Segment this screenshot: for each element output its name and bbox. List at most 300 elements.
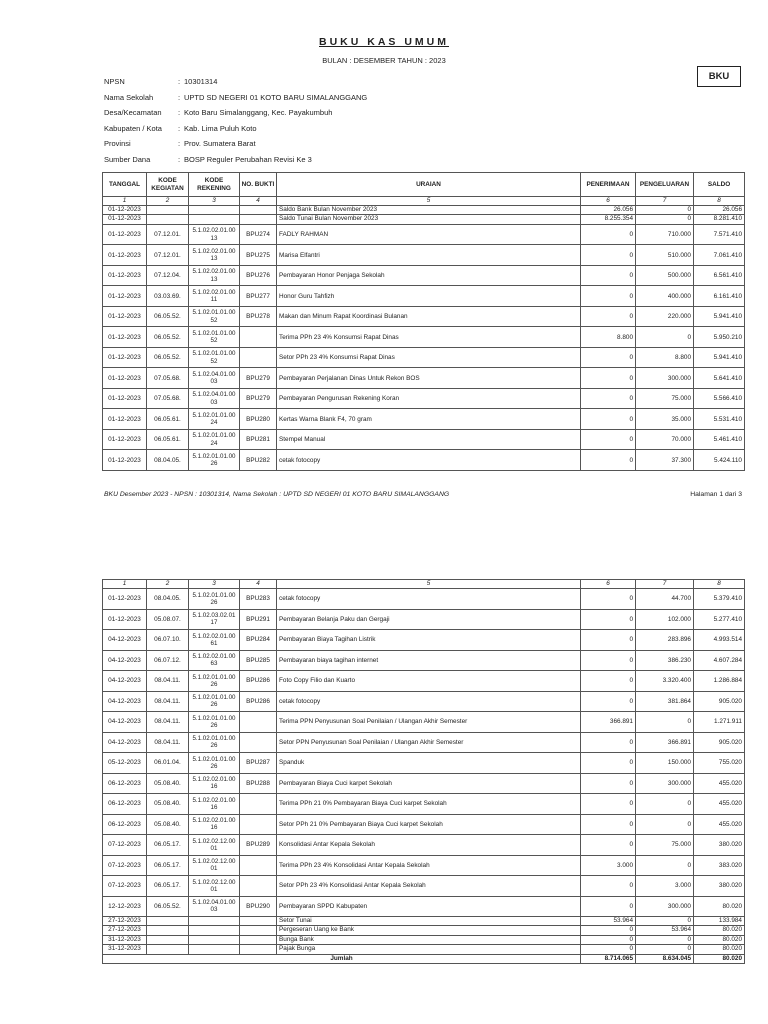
bku-badge: BKU [697,66,741,87]
total-row [103,954,745,963]
date-cell: 01-12-2023 [103,347,147,368]
activity-code-cell: 07.05.68. [147,388,189,409]
description-cell: Pembayaran Pengurusan Rekening Koran [277,388,581,409]
column-index: 6 [581,197,636,206]
ledger-table-page-1 [102,172,745,471]
expense-amount-cell: 70.000 [636,429,694,450]
receipt-number-cell [240,327,277,348]
date-cell: 27-12-2023 [103,926,147,935]
date-cell: 06-12-2023 [103,773,147,794]
expense-amount-cell: 150.000 [636,753,694,774]
account-code-cell: 5.1.02.01.01.00 26 [189,691,240,712]
description-cell: Setor PPN Penyusunan Soal Penilaian / Ulangan Akhir Semester [277,732,581,753]
receipt-number-cell: BPU290 [240,896,277,917]
activity-code-cell: 08.04.11. [147,691,189,712]
expense-amount-cell: 0 [636,327,694,348]
balance-cell: 380.020 [694,835,745,856]
receipt-number-cell [240,206,277,215]
account-code-cell [189,935,240,944]
receipt-amount-cell: 0 [581,926,636,935]
date-cell: 31-12-2023 [103,935,147,944]
account-code-cell: 5.1.02.01.01.00 26 [189,450,240,471]
table-row [103,429,745,450]
info-separator: : [178,108,181,118]
description-cell: Setor PPh 23 4% Konsumsi Rapat Dinas [277,347,581,368]
description-cell: Setor Tunai [277,917,581,926]
activity-code-cell [147,926,189,935]
balance-cell: 80.020 [694,926,745,935]
balance-cell: 5.941.410 [694,347,745,368]
table-row [103,835,745,856]
column-index: 3 [189,197,240,206]
receipt-number-cell [240,347,277,368]
receipt-amount-cell: 0 [581,450,636,471]
description-cell: Pergeseran Uang ke Bank [277,926,581,935]
page-footer-note: BKU Desember 2023 - NPSN : 10301314, Nama Sekolah : UPTD SD NEGERI 01 KOTO BARU SIMALANGGANG [104,491,450,498]
balance-cell: 7.061.410 [694,245,745,266]
table-row [103,814,745,835]
expense-amount-cell: 0 [636,855,694,876]
account-code-cell [189,926,240,935]
receipt-amount-cell: 0 [581,650,636,671]
activity-code-cell: 06.05.17. [147,876,189,897]
balance-cell: 5.641.410 [694,368,745,389]
info-value: Prov. Sumatera Barat [184,139,256,149]
column-index: 6 [581,580,636,589]
expense-amount-cell: 366.891 [636,732,694,753]
column-header: KODE KEGIATAN [147,173,189,197]
total-label: Jumlah [103,954,581,963]
activity-code-cell: 07.12.01. [147,224,189,245]
account-code-cell: 5.1.02.02.01.00 13 [189,224,240,245]
column-index: 8 [694,580,745,589]
ledger-table-page-2 [102,579,745,964]
expense-amount-cell: 3.000 [636,876,694,897]
account-code-cell: 5.1.02.03.02.01 17 [189,609,240,630]
receipt-amount-cell: 366.891 [581,712,636,733]
balance-cell: 5.531.410 [694,409,745,430]
account-code-cell: 5.1.02.01.01.00 24 [189,429,240,450]
receipt-number-cell: BPU279 [240,368,277,389]
balance-cell: 755.020 [694,753,745,774]
receipt-number-cell [240,935,277,944]
description-cell: Saldo Tunai Bulan November 2023 [277,215,581,224]
expense-amount-cell: 300.000 [636,773,694,794]
column-index: 2 [147,197,189,206]
balance-cell: 1.286.884 [694,671,745,692]
expense-amount-cell: 8.800 [636,347,694,368]
account-code-cell: 5.1.02.04.01.00 03 [189,388,240,409]
balance-cell: 1.271.911 [694,712,745,733]
receipt-amount-cell: 8.800 [581,327,636,348]
balance-cell: 905.020 [694,691,745,712]
balance-cell: 5.566.410 [694,388,745,409]
description-cell: Pembayaran biaya tagihan internet [277,650,581,671]
table-row [103,589,745,610]
balance-cell: 905.020 [694,732,745,753]
description-cell: cetak fotocopy [277,450,581,471]
receipt-number-cell [240,945,277,954]
receipt-number-cell [240,712,277,733]
receipt-number-cell: BPU283 [240,589,277,610]
receipt-amount-cell: 0 [581,896,636,917]
table-row [103,327,745,348]
description-cell: Kertas Warna Blank F4, 70 gram [277,409,581,430]
total-saldo: 80.020 [694,954,745,963]
receipt-number-cell: BPU286 [240,691,277,712]
account-code-cell: 5.1.02.04.01.00 03 [189,368,240,389]
info-label: Desa/Kecamatan [104,108,162,118]
receipt-amount-cell: 53.964 [581,917,636,926]
date-cell: 01-12-2023 [103,368,147,389]
activity-code-cell: 07.12.01. [147,245,189,266]
balance-cell: 5.941.410 [694,306,745,327]
table-row [103,876,745,897]
date-cell: 04-12-2023 [103,671,147,692]
date-cell: 07-12-2023 [103,835,147,856]
column-index: 7 [636,580,694,589]
account-code-cell: 5.1.02.02.01.00 16 [189,814,240,835]
expense-amount-cell: 500.000 [636,265,694,286]
date-cell: 01-12-2023 [103,409,147,430]
receipt-amount-cell: 0 [581,691,636,712]
description-cell: cetak fotocopy [277,691,581,712]
receipt-amount-cell: 0 [581,753,636,774]
date-cell: 07-12-2023 [103,855,147,876]
school-info [104,74,367,168]
expense-amount-cell: 710.000 [636,224,694,245]
activity-code-cell: 06.05.52. [147,896,189,917]
info-value: Koto Baru Simalanggang, Kec. Payakumbuh [184,108,333,118]
ledger-header-row [103,173,745,197]
activity-code-cell: 06.05.52. [147,327,189,348]
account-code-cell: 5.1.02.01.01.00 52 [189,347,240,368]
activity-code-cell [147,935,189,944]
table-row [103,215,745,224]
balance-cell: 5.277.410 [694,609,745,630]
balance-cell: 80.020 [694,896,745,917]
description-cell: Setor PPh 23 4% Konsolidasi Antar Kepala Sekolah [277,876,581,897]
activity-code-cell: 06.01.04. [147,753,189,774]
table-row [103,306,745,327]
balance-cell: 7.571.410 [694,224,745,245]
table-row [103,206,745,215]
account-code-cell: 5.1.02.02.01.00 61 [189,630,240,651]
expense-amount-cell: 0 [636,945,694,954]
date-cell: 01-12-2023 [103,609,147,630]
info-separator: : [178,92,181,102]
description-cell: Terima PPh 21 0% Pembayaran Biaya Cuci karpet Sekolah [277,794,581,815]
expense-amount-cell: 37.300 [636,450,694,471]
table-row [103,896,745,917]
date-cell: 01-12-2023 [103,429,147,450]
balance-cell: 5.461.410 [694,429,745,450]
receipt-amount-cell: 0 [581,265,636,286]
date-cell: 12-12-2023 [103,896,147,917]
account-code-cell [189,215,240,224]
receipt-amount-cell: 0 [581,368,636,389]
description-cell: Setor PPh 21 0% Pembayaran Biaya Cuci karpet Sekolah [277,814,581,835]
table-row [103,935,745,944]
column-index: 3 [189,580,240,589]
account-code-cell: 5.1.02.02.01.00 16 [189,794,240,815]
info-row [104,74,367,90]
activity-code-cell [147,215,189,224]
description-cell: Konsolidasi Antar Kepala Sekolah [277,835,581,856]
receipt-number-cell: BPU279 [240,388,277,409]
date-cell: 05-12-2023 [103,753,147,774]
table-row [103,245,745,266]
info-label: Kabupaten / Kota [104,123,162,133]
table-row [103,650,745,671]
expense-amount-cell: 53.964 [636,926,694,935]
table-row [103,609,745,630]
date-cell: 31-12-2023 [103,945,147,954]
expense-amount-cell: 220.000 [636,306,694,327]
receipt-number-cell: BPU282 [240,450,277,471]
expense-amount-cell: 0 [636,935,694,944]
balance-cell: 5.379.410 [694,589,745,610]
table-row [103,712,745,733]
table-row [103,732,745,753]
receipt-number-cell: BPU278 [240,306,277,327]
expense-amount-cell: 3.320.400 [636,671,694,692]
expense-amount-cell: 0 [636,814,694,835]
table-row [103,753,745,774]
account-code-cell: 5.1.02.02.01.00 16 [189,773,240,794]
column-header: NO. BUKTI [240,173,277,197]
account-code-cell: 5.1.02.04.01.00 03 [189,896,240,917]
balance-cell: 8.281.410 [694,215,745,224]
document-period: BULAN : DESEMBER TAHUN : 2023 [322,56,446,65]
account-code-cell: 5.1.02.01.01.00 26 [189,712,240,733]
column-header: PENGELUARAN [636,173,694,197]
activity-code-cell: 06.05.61. [147,429,189,450]
table-row [103,926,745,935]
activity-code-cell: 07.05.68. [147,368,189,389]
receipt-number-cell [240,814,277,835]
description-cell: Terima PPN Penyusunan Soal Penilaian / Ulangan Akhir Semester [277,712,581,733]
description-cell: Stempel Manual [277,429,581,450]
activity-code-cell: 05.08.07. [147,609,189,630]
table-row [103,450,745,471]
info-separator: : [178,77,181,86]
receipt-number-cell: BPU280 [240,409,277,430]
expense-amount-cell: 0 [636,206,694,215]
column-header: KODE REKENING [189,173,240,197]
activity-code-cell: 03.03.69. [147,286,189,307]
date-cell: 01-12-2023 [103,215,147,224]
date-cell: 04-12-2023 [103,630,147,651]
receipt-amount-cell: 0 [581,306,636,327]
table-row [103,409,745,430]
account-code-cell: 5.1.02.02.12.00 01 [189,876,240,897]
account-code-cell: 5.1.02.01.01.00 52 [189,306,240,327]
receipt-amount-cell: 3.000 [581,855,636,876]
activity-code-cell: 05.08.40. [147,794,189,815]
column-index: 7 [636,197,694,206]
description-cell: Pembayaran Honor Penjaga Sekolah [277,265,581,286]
account-code-cell: 5.1.02.01.01.00 24 [189,409,240,430]
activity-code-cell: 08.04.05. [147,589,189,610]
info-label: Nama Sekolah [104,92,154,102]
receipt-amount-cell: 0 [581,409,636,430]
receipt-number-cell [240,794,277,815]
table-row [103,671,745,692]
expense-amount-cell: 35.000 [636,409,694,430]
table-row [103,368,745,389]
info-row [104,121,367,137]
account-code-cell: 5.1.02.02.12.00 01 [189,855,240,876]
date-cell: 01-12-2023 [103,206,147,215]
description-cell: Pajak Bunga [277,945,581,954]
balance-cell: 80.020 [694,935,745,944]
description-cell: Honor Guru Tahfizh [277,286,581,307]
date-cell: 01-12-2023 [103,306,147,327]
receipt-number-cell: BPU288 [240,773,277,794]
info-value: BOSP Reguler Perubahan Revisi Ke 3 [184,154,312,164]
table-row [103,286,745,307]
info-label: Sumber Dana [104,154,151,164]
receipt-amount-cell: 0 [581,429,636,450]
receipt-amount-cell: 0 [581,286,636,307]
receipt-amount-cell: 0 [581,245,636,266]
date-cell: 01-12-2023 [103,327,147,348]
expense-amount-cell: 0 [636,712,694,733]
balance-cell: 455.020 [694,773,745,794]
table-row [103,691,745,712]
date-cell: 01-12-2023 [103,589,147,610]
column-header: SALDO [694,173,745,197]
balance-cell: 133.984 [694,917,745,926]
table-row [103,855,745,876]
receipt-number-cell [240,855,277,876]
receipt-amount-cell: 0 [581,876,636,897]
description-cell: Marisa Elfantri [277,245,581,266]
expense-amount-cell: 381.864 [636,691,694,712]
receipt-amount-cell: 0 [581,794,636,815]
account-code-cell: 5.1.02.02.01.00 13 [189,245,240,266]
account-code-cell [189,945,240,954]
description-cell: FADLY RAHMAN [277,224,581,245]
account-code-cell: 5.1.02.01.01.00 52 [189,327,240,348]
info-row [104,90,367,106]
receipt-amount-cell: 0 [581,388,636,409]
date-cell: 01-12-2023 [103,265,147,286]
receipt-number-cell: BPU277 [240,286,277,307]
date-cell: 27-12-2023 [103,917,147,926]
expense-amount-cell: 0 [636,794,694,815]
receipt-number-cell [240,215,277,224]
account-code-cell: 5.1.02.02.01.00 11 [189,286,240,307]
ledger-index-row [103,580,745,589]
date-cell: 04-12-2023 [103,650,147,671]
balance-cell: 5.950.210 [694,327,745,348]
table-row [103,347,745,368]
info-separator: : [178,154,181,164]
description-cell: Pembayaran Biaya Tagihan Listrik [277,630,581,651]
date-cell: 06-12-2023 [103,794,147,815]
receipt-amount-cell: 0 [581,671,636,692]
info-value: UPTD SD NEGERI 01 KOTO BARU SIMALANGGANG [184,92,368,102]
account-code-cell: 5.1.02.02.12.00 01 [189,835,240,856]
expense-amount-cell: 75.000 [636,835,694,856]
expense-amount-cell: 510.000 [636,245,694,266]
receipt-number-cell: BPU284 [240,630,277,651]
account-code-cell: 5.1.02.02.01.00 13 [189,265,240,286]
description-cell: Pembayaran SPPD Kabupaten [277,896,581,917]
receipt-number-cell: BPU287 [240,753,277,774]
balance-cell: 4.607.284 [694,650,745,671]
description-cell: Pembayaran Biaya Cuci karpet Sekolah [277,773,581,794]
balance-cell: 80.020 [694,945,745,954]
column-index: 4 [240,580,277,589]
account-code-cell [189,917,240,926]
receipt-number-cell [240,876,277,897]
receipt-amount-cell: 8.255.354 [581,215,636,224]
activity-code-cell: 07.12.04. [147,265,189,286]
total-pengeluaran: 8.634.045 [636,954,694,963]
balance-cell: 380.020 [694,876,745,897]
balance-cell: 383.020 [694,855,745,876]
activity-code-cell [147,945,189,954]
activity-code-cell: 08.04.11. [147,671,189,692]
receipt-amount-cell: 0 [581,935,636,944]
table-row [103,773,745,794]
activity-code-cell: 06.05.52. [147,306,189,327]
column-header: URAIAN [277,173,581,197]
activity-code-cell: 06.05.17. [147,855,189,876]
receipt-number-cell: BPU275 [240,245,277,266]
date-cell: 06-12-2023 [103,814,147,835]
receipt-number-cell: BPU286 [240,671,277,692]
table-row [103,794,745,815]
receipt-number-cell: BPU281 [240,429,277,450]
activity-code-cell [147,206,189,215]
receipt-amount-cell: 0 [581,945,636,954]
column-header: TANGGAL [103,173,147,197]
info-separator: : [178,123,181,133]
date-cell: 01-12-2023 [103,286,147,307]
description-cell: Bunga Bank [277,935,581,944]
description-cell: Terima PPh 23 4% Konsolidasi Antar Kepala Sekolah [277,855,581,876]
document-title [0,36,768,48]
activity-code-cell: 08.04.11. [147,732,189,753]
info-row [104,152,367,168]
table-row [103,917,745,926]
activity-code-cell: 08.04.05. [147,450,189,471]
activity-code-cell: 08.04.11. [147,712,189,733]
date-cell: 01-12-2023 [103,224,147,245]
receipt-amount-cell: 0 [581,589,636,610]
receipt-amount-cell: 0 [581,347,636,368]
expense-amount-cell: 300.000 [636,368,694,389]
table-row [103,265,745,286]
account-code-cell: 5.1.02.01.01.00 26 [189,589,240,610]
table-row [103,630,745,651]
activity-code-cell: 05.08.40. [147,814,189,835]
info-separator: : [178,139,181,149]
date-cell: 01-12-2023 [103,245,147,266]
receipt-amount-cell: 0 [581,773,636,794]
description-cell: Makan dan Minum Rapat Koordinasi Bulanan [277,306,581,327]
account-code-cell: 5.1.02.01.01.00 26 [189,753,240,774]
date-cell: 01-12-2023 [103,388,147,409]
receipt-number-cell: BPU274 [240,224,277,245]
account-code-cell: 5.1.02.01.01.00 26 [189,732,240,753]
receipt-amount-cell: 0 [581,835,636,856]
activity-code-cell: 06.07.12. [147,650,189,671]
